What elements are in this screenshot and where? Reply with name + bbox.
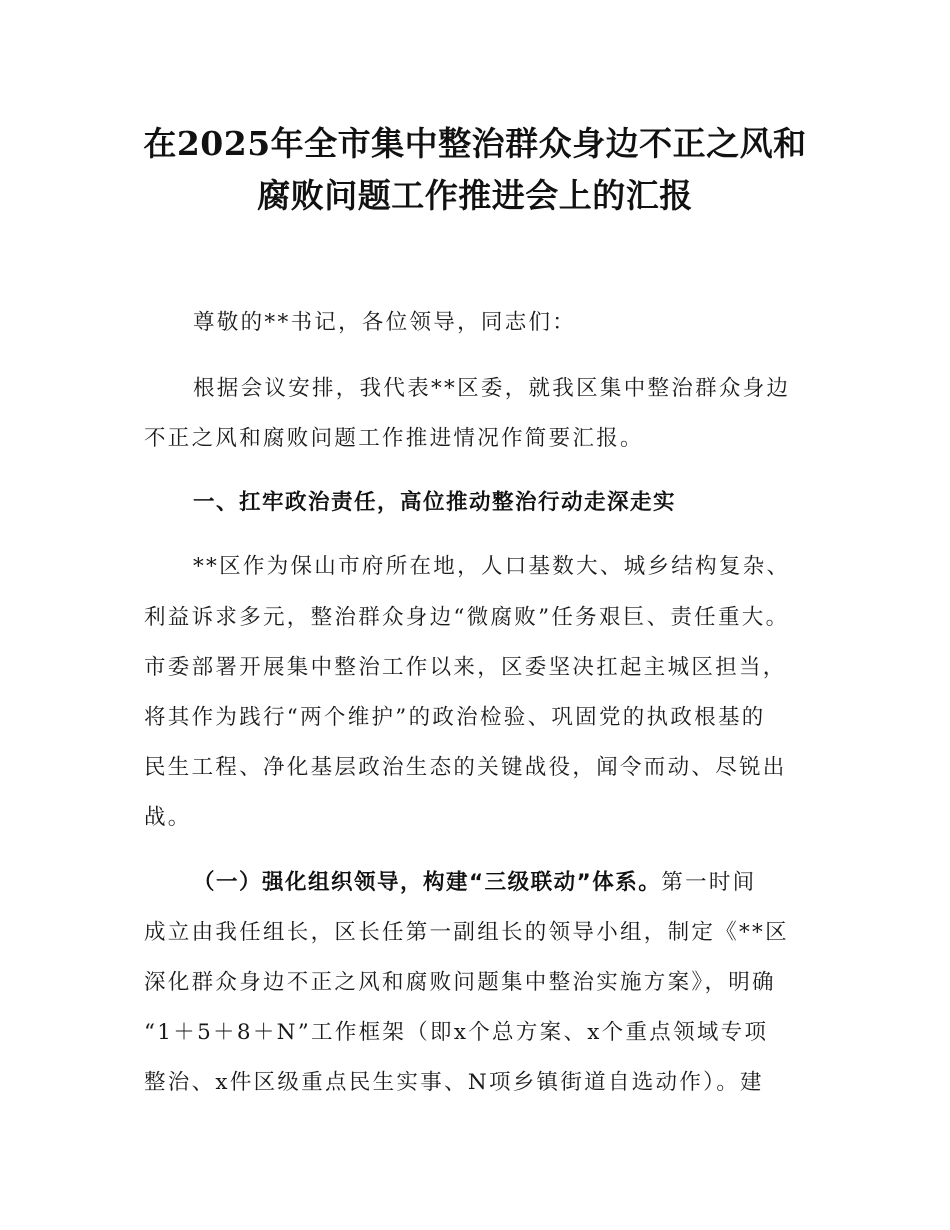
paragraph-1-line-4: 将其作为践行“两个维护”的政治检验、巩固党的执政根基的 [144, 705, 766, 730]
subsection-1-heading: （一）强化组织领导，构建“三级联动”体系。 [193, 870, 662, 895]
intro-line-2: 不正之风和腐败问题工作推进情况作简要汇报。 [144, 426, 644, 451]
paragraph-2-line-5: 整治、x件区级重点民生实事、N项乡镇街道自选动作）。建 [144, 1070, 764, 1095]
document-title-line-2: 腐败问题工作推进会上的汇报 [257, 176, 693, 215]
salutation: 尊敬的**书记，各位领导，同志们： [193, 310, 577, 335]
paragraph-2-line-3: 深化群众身边不正之风和腐败问题集中整治实施方案》，明确 [144, 970, 776, 995]
intro-line-1: 根据会议安排，我代表**区委，就我区集中整治群众身边 [193, 376, 791, 401]
section-heading-1: 一、扛牢政治责任，高位推动整治行动走深走实 [193, 490, 677, 515]
paragraph-2-line-4: “1＋5＋8＋N”工作框架（即x个总方案、x个重点领域专项 [144, 1020, 769, 1045]
subsection-1-line-1 [193, 868, 756, 898]
paragraph-1-line-2: 利益诉求多元，整治群众身边“微腐败”任务艰巨、责任重大。 [144, 605, 790, 630]
subsection-1-text-start: 第一时间 [661, 870, 757, 895]
paragraph-1-line-6: 战。 [144, 805, 192, 830]
paragraph-1-line-3: 市委部署开展集中整治工作以来，区委坚决扛起主城区担当， [144, 655, 787, 680]
paragraph-2-line-2: 成立由我任组长，区长任第一副组长的领导小组，制定《**区 [144, 920, 789, 945]
paragraph-1-line-5: 民生工程、净化基层政治生态的关键战役，闻令而动、尽锐出 [144, 755, 787, 780]
paragraph-1-line-1: **区作为保山市府所在地，人口基数大、城乡结构复杂、 [193, 554, 791, 579]
document-title-line-1: 在2025年全市集中整治群众身边不正之风和 [143, 124, 807, 163]
